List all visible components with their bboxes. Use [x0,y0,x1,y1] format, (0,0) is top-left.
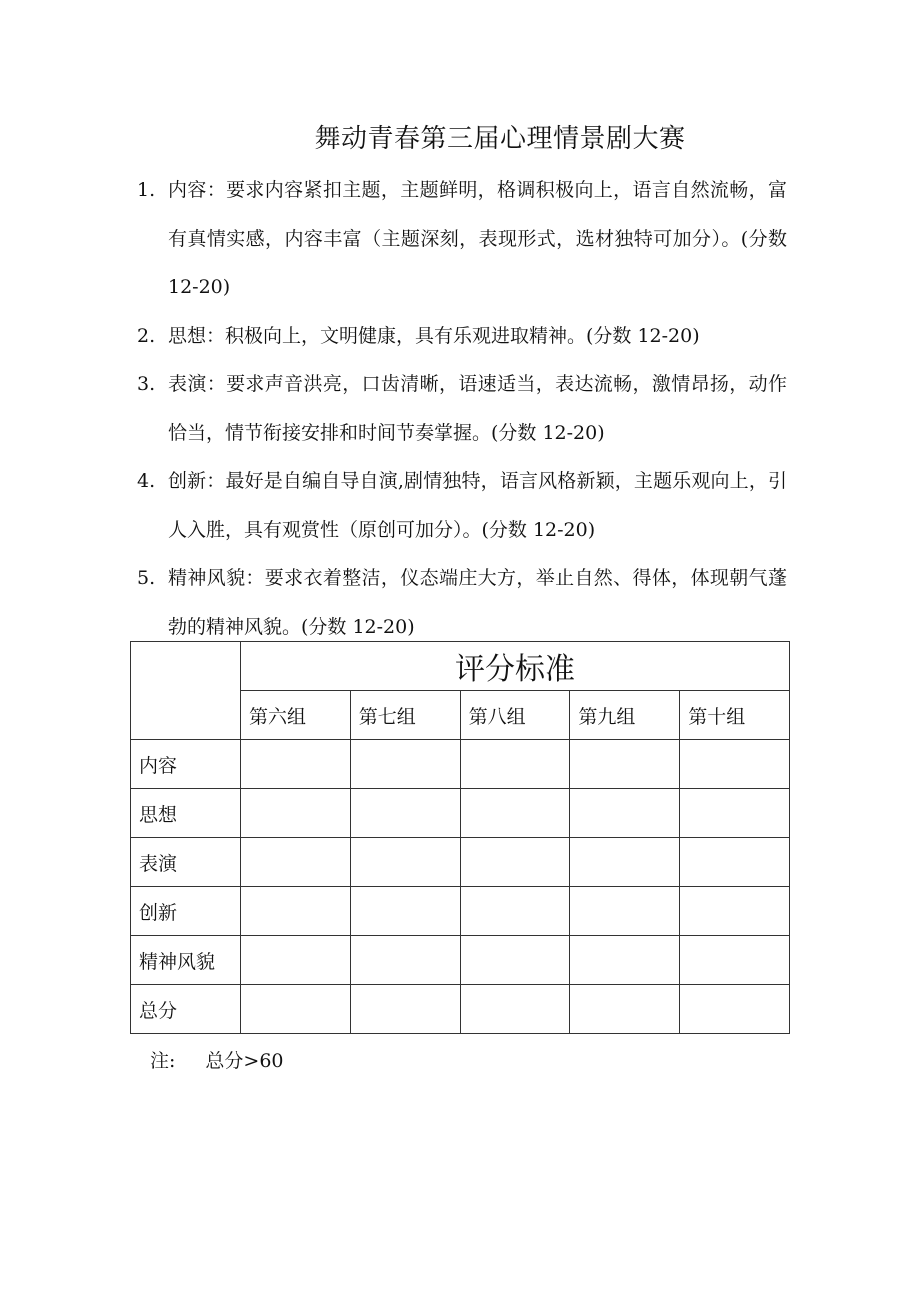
score-cell[interactable] [570,740,680,789]
criterion-number: 5. [137,567,156,589]
score-cell[interactable] [460,936,570,985]
row-label-cell: 创新 [131,887,241,936]
group-header-cell: 第八组 [460,691,570,740]
score-cell[interactable] [570,936,680,985]
score-cell[interactable] [460,985,570,1034]
table-header-title: 评分标准 [241,642,790,691]
criterion-item [137,554,787,651]
criterion-text: 内容：要求内容紧扣主题，主题鲜明，格调积极向上，语言自然流畅，富有真情实感，内容丰富（主题深刻，表现形式，选材独特可加分）。(分数 12-20) [168,179,787,298]
score-cell[interactable] [680,789,790,838]
criterion-item [137,457,787,554]
table-row [131,936,790,985]
score-cell[interactable] [680,740,790,789]
criterion-number: 4. [137,470,156,492]
score-cell[interactable] [241,887,351,936]
score-cell[interactable] [570,887,680,936]
score-cell[interactable] [570,985,680,1034]
scoring-table [130,641,790,1034]
criterion-text: 创新：最好是自编自导自演,剧情独特，语言风格新颖，主题乐观向上，引人入胜，具有观赏性（原创可加分）。(分数 12-20) [168,470,787,541]
score-cell[interactable] [680,887,790,936]
score-cell[interactable] [680,936,790,985]
footnote-label: 注: [150,1050,176,1072]
footnote-text: 总分>60 [205,1050,284,1072]
score-cell[interactable] [460,887,570,936]
row-label-cell: 内容 [131,740,241,789]
table-row [131,887,790,936]
score-cell[interactable] [241,740,351,789]
criteria-list [137,166,787,651]
score-cell[interactable] [460,740,570,789]
row-label-cell: 精神风貌 [131,936,241,985]
score-cell[interactable] [350,985,460,1034]
row-label-cell: 思想 [131,789,241,838]
score-cell[interactable] [241,789,351,838]
group-header-cell: 第七组 [350,691,460,740]
score-cell[interactable] [460,838,570,887]
score-cell[interactable] [570,838,680,887]
table-row [131,740,790,789]
criterion-text: 精神风貌：要求衣着整洁，仪态端庄大方，举止自然、得体，体现朝气蓬勃的精神风貌。(分数 12-20) [168,567,787,638]
criterion-item [137,166,787,312]
score-cell[interactable] [570,789,680,838]
score-cell[interactable] [241,985,351,1034]
group-header-cell: 第十组 [680,691,790,740]
page-title: 舞动青春第三届心理情景剧大赛 [314,124,686,154]
criterion-number: 1. [137,179,156,201]
criterion-text: 表演：要求声音洪亮，口齿清晰，语速适当，表达流畅，激情昂扬，动作恰当，情节衔接安排和时间节奏掌握。(分数 12-20) [168,373,787,444]
score-cell[interactable] [350,740,460,789]
score-cell[interactable] [680,838,790,887]
table-row [131,985,790,1034]
criterion-item [137,360,787,457]
table-row [131,789,790,838]
group-header-cell: 第九组 [570,691,680,740]
score-cell[interactable] [350,887,460,936]
criterion-item [137,312,787,361]
row-label-cell: 表演 [131,838,241,887]
table-row [131,838,790,887]
footnote [150,1046,284,1073]
score-cell[interactable] [350,936,460,985]
criterion-number: 2. [137,324,156,347]
score-cell[interactable] [460,789,570,838]
score-cell[interactable] [680,985,790,1034]
table-corner-cell [131,642,241,740]
row-label-cell: 总分 [131,985,241,1034]
group-header-cell: 第六组 [241,691,351,740]
score-cell[interactable] [241,838,351,887]
criterion-text: 思想：积极向上，文明健康，具有乐观进取精神。(分数 12-20) [168,324,700,347]
table-header-row [131,642,790,691]
score-cell[interactable] [350,789,460,838]
criterion-number: 3. [137,373,156,395]
score-cell[interactable] [350,838,460,887]
score-cell[interactable] [241,936,351,985]
